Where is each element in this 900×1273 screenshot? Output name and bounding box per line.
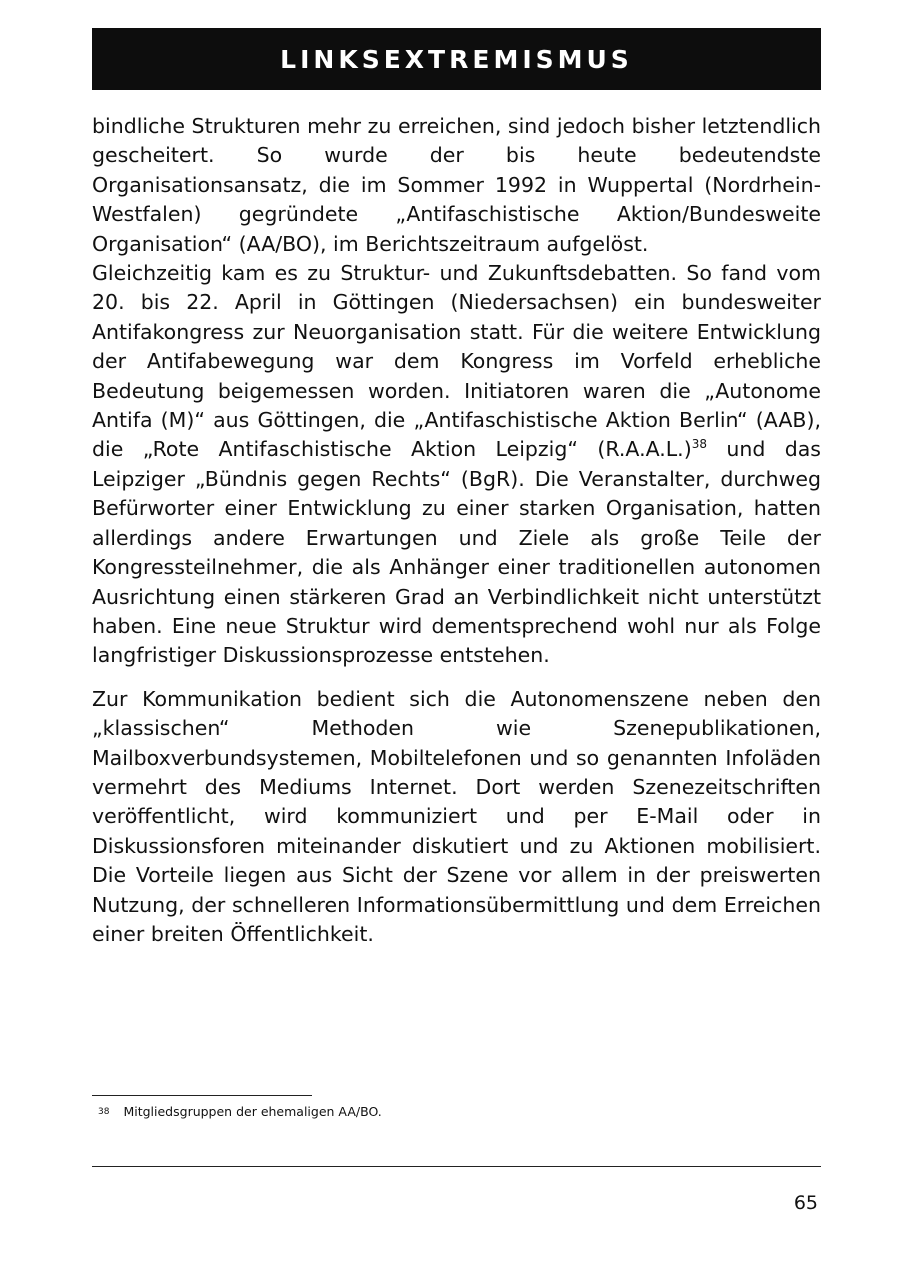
footnote-divider: [92, 1095, 312, 1096]
page-number: 65: [793, 1192, 818, 1214]
footnote: [98, 1103, 382, 1121]
footnote-text: Mitgliedsgruppen der ehemaligen AA/BO.: [123, 1104, 382, 1119]
body-text: [92, 112, 821, 949]
footnote-reference: 38: [691, 437, 707, 452]
paragraph-2-part-1: Gleichzeitig kam es zu Struktur- und Zukunftsdebatten. So fand vom 20. bis 22. April in Göttingen (Niedersachsen) ein bundesweiter Antifakongress zur Neuorganisation statt. Für die weitere Entwicklung der Antifabewegung war dem Kongress im Vorfeld erhebliche Bedeutung beigemessen worden. Initiatoren waren die „Autonome Antifa (M)“ aus Göttingen, die „Antifaschistische Aktion Berlin“ (AAB), die „Rote Antifaschistische Aktion Leipzig“ (R.A.A.L.): [92, 261, 821, 462]
section-title: LINKSEXTREMISMUS: [280, 44, 633, 74]
running-header: [92, 28, 821, 90]
paragraph-1: bindliche Strukturen mehr zu erreichen, sind jedoch bisher letztendlich gescheitert. So wurde der bis heute bedeutendste Organisationsansatz, die im Sommer 1992 in Wuppertal (Nordrhein-Westfalen) gegründete „Antifaschistische Aktion/Bundesweite Organisation“ (AA/BO), im Berichtszeitraum aufgelöst.: [92, 114, 821, 256]
paragraph-2-part-2: und das Leipziger „Bündnis gegen Rechts“ (BgR). Die Veranstalter, durchweg Befürworter einer Entwicklung zu einer starken Organisation, hatten allerdings andere Erwartungen und Ziele als große Teile der Kongressteilnehmer, die als Anhänger einer traditionellen autonomen Ausrichtung einen stärkeren Grad an Verbindlichkeit nicht unterstützt haben. Eine neue Struktur wird dementsprechend wohl nur als Folge langfristiger Diskussionsprozesse entstehen.: [92, 437, 821, 668]
footer-divider: [92, 1166, 821, 1167]
paragraph-2: [92, 259, 821, 671]
paragraph-3: Zur Kommunikation bedient sich die Autonomenszene neben den „klassischen“ Methoden wie Szenepublikationen, Mailboxverbundsystemen, Mobiltelefonen und so genannten Infoläden vermehrt des Mediums Internet. Dort werden Szenezeitschriften veröffentlicht, wird kommuniziert und per E-Mail oder in Diskussionsforen miteinander diskutiert und zu Aktionen mobilisiert. Die Vorteile liegen aus Sicht der Szene vor allem in der preiswerten Nutzung, der schnelleren Informationsübermittlung und dem Erreichen einer breiten Öffentlichkeit.: [92, 686, 821, 946]
footnote-number: 38: [98, 1107, 110, 1117]
